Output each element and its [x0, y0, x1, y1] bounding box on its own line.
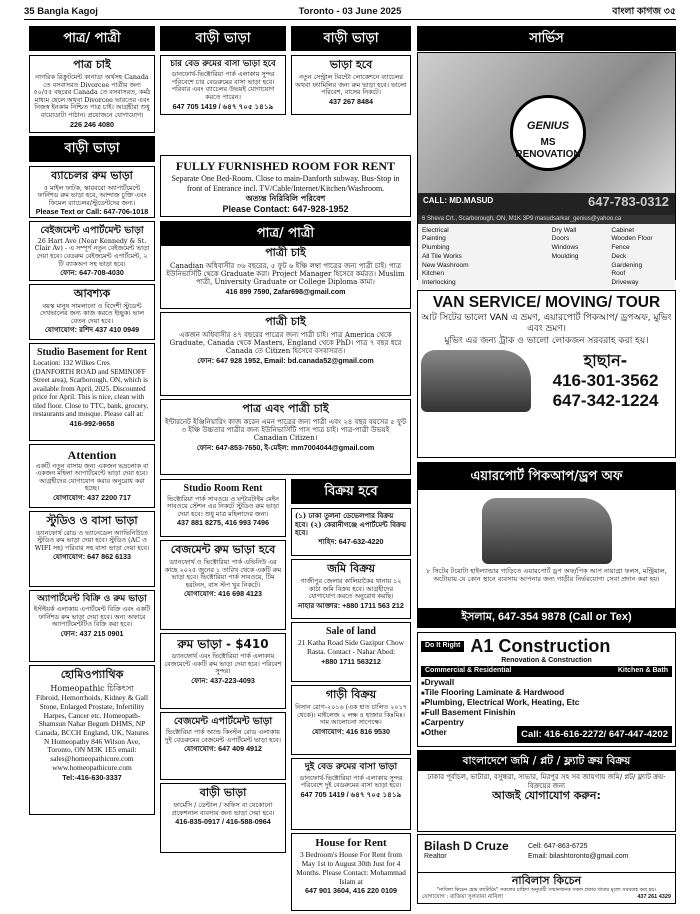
- ad-house-for-rent: [291, 833, 411, 911]
- ad-title: জমি বিক্রয়: [327, 562, 375, 576]
- realtor-cell: Cell: 647-863-6725: [528, 843, 588, 850]
- ad-attention: [29, 444, 155, 508]
- brand-name: A1 Construction: [470, 636, 611, 656]
- ad-basement-apartment: [29, 221, 155, 281]
- column-1: [29, 26, 155, 818]
- category-strip: Commercial & Residential Kitchen & Bath: [421, 666, 672, 676]
- van-photo: [421, 350, 531, 412]
- service-item: Roof: [611, 270, 626, 278]
- ad-phone: ইসলাম, 647-354 9878 (Call or Tex): [418, 608, 675, 627]
- service-item: Driveway: [611, 279, 639, 287]
- ad-phone: যোগাযোগ: 647 862 6133: [52, 552, 132, 562]
- service-item: Wooden Floor: [611, 235, 653, 243]
- ad-title: VAN SERVICE/ MOVING/ TOUR: [432, 294, 661, 311]
- service-item: All Tile Works: [422, 252, 462, 260]
- ad-phone: 437 261 4329: [637, 893, 671, 900]
- ad-basement-apartment-2: [160, 712, 286, 780]
- address-line: 6 Sheva Crt., Scarborough, ON, M1K 3P9 masudsarkar_genius@yahoo.ca: [418, 215, 675, 224]
- ad-body: নতুন সেন্ট্রাল টরন্টো লোকেশনে ব্যাচেলর অথবা ফ্যামিলির জন্য রুম ভাড়া হবে। ভালো পরিবেশ, বাসের নিকটে।: [295, 73, 407, 97]
- service-item: Moulding: [551, 252, 579, 260]
- service-item: Kitchen: [422, 270, 444, 278]
- ad-body: ভিক্টোরিয়া পার্ক সাবওয়ে ও ঘন্টারটাইম মেইন সাবওয়ে স্টেশন এর নিকটে স্টুডিও রুম ভাড়া দেয়া হবে। শুধু মাত্র মহিলাদের জন্য।: [167, 494, 279, 518]
- column-3-lower: [291, 479, 411, 914]
- ad-patri-chai-2: [160, 312, 411, 396]
- ad-car-sale: [291, 685, 411, 755]
- ad-phone: যোগাযোগ: 647 409 4912: [183, 744, 263, 754]
- ad-line-1: আট সিটের ভালো VAN এ ভ্রমণ, এয়ারপোর্ট পিকআপ/ ড্রপঅফ, মুভিং এবং ভ্রমণ।: [421, 313, 672, 334]
- service-item: Electrical: [422, 226, 449, 234]
- ad-sale-dhaka: [291, 508, 411, 556]
- ad-title: House for Rent: [315, 837, 387, 850]
- realtor-role: Realtor: [424, 853, 447, 861]
- service-item: ■ Other: [421, 728, 672, 738]
- ad-phone: যোগাযোগ: 416 816 9530: [311, 726, 391, 736]
- service-item: ■ Plumbing, Electrical Work, Heating, Etc: [421, 698, 672, 708]
- ad-body: 21 Katha Road Side Gazipur Chow Rasta. Contact - Nahar Abed:: [297, 638, 405, 656]
- ad-body: ইন্টারনেট ইঞ্জিনিয়ারিং কাজ করেন এমন পাত্রের জন্য পাত্রী এবং ২৪ বছর বয়সের ৫ ফুট ৩ ইঞ্চি উচ্চতার পাত্রীর জন্য ইউনিভার্সিটি পাস পাত্র চাই। পাত্র-পাত্রী উভয়ই Canadian Citizen।: [165, 417, 406, 443]
- ad-title: দুই বেড রুমের বাসা ভাড়া: [304, 762, 398, 773]
- ad-body: ড্যানফোর্থ এবং ভিক্টোরিয়া পার্ক এলাকায় বেজমেন্টে একটি রুম ভাড়া দেয়া হবে। পরিবেশ সুন্দর।: [164, 652, 282, 676]
- service-item: Dry Wall: [551, 226, 577, 234]
- category-header-patro-patri: পাত্র/ পাত্রী: [29, 26, 155, 51]
- suv-photo: [482, 498, 612, 564]
- ad-two-bed: [291, 758, 411, 830]
- ad-title: Studio Basement for Rent: [36, 346, 148, 358]
- realtor-name: Bilash D Cruze: [424, 839, 509, 853]
- ad-title: FULLY FURNISHED ROOM FOR RENT: [175, 159, 396, 173]
- call-numbers: Call: 416-616-2272/ 647-447-4202: [517, 726, 672, 743]
- ad-studio-basement: [29, 343, 155, 441]
- ad-title: পাত্র এবং পাত্রী চাই: [242, 402, 329, 415]
- ad-title: পাত্রী চাই: [265, 246, 306, 259]
- ad-body: ৫ মাইল ফাটক, স্কারবরো অ্যাপার্টমেন্টে ফার্নিশড রুম ভাড়া হবে, আন্দাজ চুক্তি এবং ফিমেল ব্যাচেলর/স্টুডেন্টদের জন্য।: [37, 183, 147, 207]
- renovation-photo: [418, 53, 675, 193]
- ad-title: চার বেড রুমের বাসা ভাড়া হবে: [170, 59, 276, 70]
- ad-van-service: [417, 290, 676, 458]
- ad-title: পাত্রী চাই: [265, 315, 306, 328]
- ad-ms-renovation: [417, 52, 676, 287]
- column-2-lower: [160, 479, 286, 856]
- ad-phone: Please Text or Call: 647-706-1018: [35, 207, 149, 217]
- phone-2: 647-342-1224: [552, 390, 659, 410]
- ad-patro-patri-chai: [160, 399, 411, 475]
- ad-contact: যোগাযোগ : রাজিয়া সুলতানা নাবিলা: [422, 893, 504, 900]
- ad-phone: ফোন: 437-223-4093: [191, 675, 255, 685]
- service-item: Windows: [551, 244, 579, 252]
- category-header-bikroy: বিক্রয় হবে: [291, 479, 411, 504]
- ad-phone: 416-992-9658: [69, 418, 115, 428]
- ad-note: অত্যন্ত নিরিবিলি পরিবেশ: [245, 193, 326, 204]
- ad-four-bed: [160, 55, 286, 115]
- ad-title: Attention: [67, 447, 117, 462]
- ad-title: বাড়ী ভাড়া: [199, 786, 247, 799]
- call-bar: [418, 193, 675, 215]
- ad-body: ড্যানফোর্থ ও ভিক্টোরিয়া পার্ক এভিনিউ এর কাছে ২০২৫ জুনের ১ তারিখ থেকে একটি রুম ভাড়া হবে। ভিক্টোরিয়া পার্ক সাবওয়ে, টিম হরটনস, বাস স্টপ খুব নিকটে।: [164, 557, 282, 589]
- ad-title: এয়ারপোর্ট পিকআপ/ড্রপ অফ: [418, 463, 675, 490]
- subtitle: Renovation & Construction: [501, 657, 592, 665]
- ad-nabilas-kitchen: [417, 872, 676, 904]
- runner-left: 35 Bangla Kagoj: [24, 6, 98, 17]
- runner-center: Toronto - 03 June 2025: [298, 6, 402, 17]
- ad-phone: 416-835-0917 / 416-588-0964: [175, 817, 271, 827]
- ad-title: অ্যাপার্টমেন্ট বিক্রি ও রুম ভাড়া: [37, 593, 147, 604]
- category-header-services: সার্ভিস: [417, 26, 676, 51]
- ad-phone: 437 881 8275, 416 993 7496: [177, 518, 269, 528]
- call-label: CALL: MD.MASUD: [423, 196, 494, 205]
- service-item: ■ Drywall: [421, 678, 672, 688]
- ad-phone: ফোন: 647-853-7650, ই-মেইল: mm7004044@gmail.com: [196, 442, 375, 452]
- ad-title: ভাড়া হবে: [329, 58, 373, 72]
- ad-body: একজন অধিবাসীর ৪৭ বছরের পাত্রের জন্য পাত্রী চাই। পাত্র America থেকে Graduate, Canada থেকে Masters, England থেকে PhD। পাত্র ৭ বছর ধরে Canada তে Citizen হিসেবে বসবাসরত।: [169, 330, 402, 356]
- category-header-patro-patri-2: পাত্র/ পাত্রী: [160, 221, 411, 246]
- ad-bachelor-room: [29, 166, 155, 218]
- ad-phone: Tel:-416-630-3337: [62, 772, 122, 782]
- service-item: Cabinet: [611, 226, 635, 234]
- ad-body: Canadian অধিবাসীর ৩৬ বছরের, ৫ ফুট ৬ ইঞ্চি লম্বা পাত্রের জন্য পাত্রী চাই। পাত্র ইউনিভার্সিটি থেকে Graduate করা। Project Manager হিসেবে কর্মরত। Muslim পাত্রী, University Graduate or College Diploma কাম্য।: [166, 261, 405, 287]
- category-header-bari-vara: বাড়ী ভাড়া: [29, 136, 155, 161]
- ad-phone: 226 246 4080: [70, 119, 114, 129]
- ad-title: বেইজমেন্ট এপার্টমেন্ট ভাড়া: [40, 224, 144, 236]
- ad-phone: +880 1711 563212: [321, 656, 381, 666]
- ad-body: "নাবিলা কিচেন হোম ক্যাটারিং" সকলের চাহিদা অনুযায়ী সম্মানজনক সকল প্রকার খাবার মূল্যে সরবরাহ করা হয়।: [436, 886, 657, 893]
- service-item: Deck: [611, 252, 627, 260]
- ad-patro-chai: [29, 55, 155, 133]
- ad-basement-room: [160, 540, 286, 630]
- ad-phone: 416 899 7590, Zafar698@gmail.com: [225, 286, 346, 296]
- genius-logo: GENIUS MS RENOVATION: [510, 95, 586, 171]
- service-item: Plumbing: [422, 244, 450, 252]
- service-item: ■ Tile Flooring Laminate & Hardwood: [421, 688, 672, 698]
- ad-subtitle: Homeopathic চিকিৎসা: [50, 683, 134, 693]
- ad-body: গাজীপুর জেলার কালিয়াকৈর থানায় ১২ কাঠা জমি বিক্রয় হবে। আগ্রহীদের যোগাযোগ করতে অনুরোধ করছি।: [300, 577, 402, 601]
- runner-right: বাংলা কাগজ ৩৫: [612, 6, 676, 17]
- ad-phone: যোগাযোগ: 416 698 4123: [183, 589, 263, 599]
- ad-phone: ফোন: 437 215 0901: [60, 628, 124, 638]
- ad-title: Sale of land: [325, 626, 376, 638]
- ad-body: 3 Bedroom's House For Rent from May 1st to August 30th Just for 4 Months. Please Contact: Mohammad Islam at: [296, 850, 406, 886]
- ad-title: গাড়ী বিক্রয়: [325, 688, 377, 702]
- page-runner: [24, 6, 676, 20]
- service-item: Doors: [551, 235, 570, 243]
- category-header-bari-vara-3: বাড়ী ভাড়া: [291, 26, 411, 51]
- ad-phone: Please Contact: 647-928-1952: [222, 204, 349, 215]
- ad-land-sale-bn: [291, 559, 411, 619]
- column-3-top: [291, 26, 411, 118]
- ad-body: নাগরিক রিক্রুটমেন্ট কানাডা অর্থসহ Canada তে বসবাসরত Divorcee পাত্রীর জন্য ৫০/৫৫ বছরের Canada তে বসবাসরত, কর্মঠ মাধ্যম ছেলে অথবা Divorcee ভারতের এবং নিজস্ব ইনকাম নিশ্চিত পাত্র চাই। আগ্রহীরা শুধু বায়োডাটা পাঠান। প্রযোজনে যোগাযোগ।: [33, 73, 151, 120]
- ad-body: ভিক্টোরিয়া পার্ক অ্যান্ড কিংস্টন রোড এলাকায় দুই বেডরুমের বেজমেন্ট এপার্টমেন্ট ভাড়া হবে।: [165, 728, 281, 744]
- ad-body: Fibroid, Hemorrhoids, Kidney & Gall Stone, Enlarged Prostate, Infertility Harpes, Cancer etc. Homeopath- Shamsun Nahar Begum DHMS, NP Canada, BCCH England, UK, Natures N Homeopathy 846 Wilson Ave, Toronto, ON M3K 1E5 email: sales@homeopathicure.com www.homeopathicure.com: [35, 693, 149, 772]
- ad-sale-of-land: [291, 622, 411, 682]
- ad-airport-pickup: [417, 462, 676, 628]
- ad-body: Separate One Bed-Room. Close to main-Danforth subway. Bus-Stop in front of Entrance incl. TV/Cable/Internet/Kitchen/Washroom.: [171, 174, 400, 193]
- ad-title: হোমিওপ্যাথিক: [60, 667, 124, 681]
- ad-vara-hobe: [291, 55, 411, 115]
- ad-apartment-sale-room: [29, 590, 155, 662]
- ad-title: নাবিলাস কিচেন: [511, 874, 582, 887]
- ad-body: ড্যানফোর্থ রোড ও ভ্যানেডেল অ্যাভিনিউতে স্টুডিও রুম ভাড়া দেয়া হবে। স্টুডিও (AC ও WIFI সহ) পরিবার সহ বাসা ভাড়া দেয়া হবে।: [34, 528, 150, 552]
- ad-abosshok: [29, 284, 155, 340]
- ad-phone: 647 705 1419 / ৬৪৭ ৭০৫ ১৪১৯: [172, 101, 274, 111]
- ad-body: বয়স্ক মানুষ সামলানো ও বিদেশী স্টুডেন্ট দেখভালের জন্য কাজ করতে ইচ্ছুক। ভাল বেতন দেয়া হবে।: [39, 301, 145, 325]
- ad-bangladesh-land: [417, 750, 676, 832]
- service-item: Painting: [422, 235, 446, 243]
- call-phone: 647-783-0312: [588, 194, 669, 209]
- ad-title: ব্যাচেলর রুম ভাড়া: [51, 168, 133, 182]
- ad-line-2: মুভিং এর জন্য ট্রাক ও ভালো লোকজন সরবরাহ করা হয়।: [444, 335, 649, 346]
- service-list: [418, 224, 675, 289]
- ad-body: নিসান রোগ-২০১৬ (এক হাত চালিত ২০১৭ থেকে)। মাইলেজ ২ লক্ষ ৪ হাজার কিঃমিঃ। দাম আলোচনা সাপেক্ষে।: [295, 703, 407, 727]
- ad-title: বেজমেন্ট রুম ভাড়া হবে: [170, 543, 276, 556]
- ad-body: (১) ঢাকা তুলনা ডেভেলপার বিক্রয় হবে। (২) কেরানীগঞ্জে এপার্টমেন্ট বিক্রয় হবে।: [295, 511, 406, 537]
- ad-body: ডানফোর্থ-ভিক্টোরিয়া পার্ক এলাকায় সুন্দর পরিবেশে চার বেডরুমের বাসা ভাড়া হবে। পরিবার এবং ব্যাচেলর উভয়ই যোগাযোগ করতে পারেন।: [171, 70, 275, 101]
- ad-title: রুম ভাড়া - $410: [177, 637, 269, 651]
- ad-homeopathic: [29, 665, 155, 815]
- ad-phone: 647 705 1419 / ৬৪৭ ৭০৫ ১৪১৯: [300, 790, 402, 800]
- ad-furnished-room: [160, 155, 411, 217]
- service-item: ■ Carpentry: [421, 718, 672, 728]
- ad-title: আবশ্যক: [73, 286, 111, 300]
- ad-body: একটি নতুন বাসায় জন্য একজন ভদ্রলোক বা একজন মহিলা আপার্টমেন্টে ভাড়া দেয়া হবে। আগ্রহীদের যোগাযোগ করার অনুরোধ করা হচ্ছে।: [35, 461, 149, 493]
- realtor-email: Email: bilashtoronto@gmail.com: [528, 853, 629, 860]
- ad-body: ফার্মেসি / ডেন্টাল / অফিস বা যেকোনো প্রফেশনাল ব্যবসার জন্য ভাড়া দেয়া হবে।: [171, 800, 275, 817]
- ad-bilash-realtor: [417, 834, 676, 872]
- ad-body: 26 Hart Ave (Near Kennedy & St. Clair Av) - এ সম্পূর্ণ নতুন বেইজমেন্ট ভাড়া দেয়া হবে। বেডরুম বেইজমেন্ট এপার্টমেন্ট, ২ টি ব্যাকঅপ সহ ভাড়া হবে।: [34, 236, 150, 268]
- ad-phone: 437 267 8484: [329, 96, 373, 106]
- service-item: ■ Full Basement Finishin: [421, 708, 672, 718]
- ad-phone: যোগাযোগ: রশিদ 437 410 0949: [44, 325, 140, 335]
- ad-title: স্টুডিও ও বাসা ভাড়া: [46, 513, 138, 527]
- ad-room-410: [160, 633, 286, 709]
- ad-phone: যোগাযোগ: 437 2200 717: [52, 493, 132, 502]
- phone-1: 416-301-3562: [552, 370, 659, 390]
- ad-phone: শাহিদ: 647-632-4220: [318, 537, 384, 547]
- ad-title: পাত্র চাই: [73, 58, 111, 72]
- ad-title: বাংলাদেশে জমি / প্লট / ফ্ল্যাট ক্রয় বিক্রয়: [418, 751, 675, 771]
- column-2-top: [160, 26, 286, 118]
- category-header-bari-vara-2: বাড়ী ভাড়া: [160, 26, 286, 51]
- ad-body: ইস্টইয়র্ক এলাকায় এপার্টমেন্ট বিক্রি এবং একটি ফার্নিশড রুম ভাড়া দেয়া হবে। অন্য অফারে অ্যাপার্টমেন্টটিও বিক্রি করা হবে।: [33, 605, 151, 629]
- ad-studio-basa: [29, 511, 155, 587]
- ad-studio-room-rent: [160, 479, 286, 537]
- ad-body: Location: 132 Wilkes Cres (DANFORTH ROAD and SEMINOFF Street area), Scarborough, ON, which is available from April, 2025. Discounted price for April. This is nice, clean with tiled floor. Close to TTC, bank, grocery, restaurants and mosque. Please call at:: [33, 359, 149, 419]
- service-item: New Washroom: [422, 261, 469, 269]
- contact-name: হাছান-: [583, 350, 628, 370]
- service-item: Fence: [611, 244, 630, 252]
- service-item: Interlocking: [422, 279, 456, 287]
- ad-body: ঢাকার পূর্বাচল, ভাটারা, বসুন্ধরা, সাভার, মিরপুর সহ সব জায়গায় জমি/ প্লট/ ফ্ল্যাট ক্রয়-বিক্রয়ের জন্য: [427, 773, 666, 790]
- ad-phone: নাহার আক্তার: +880 1711 563 212: [298, 600, 404, 610]
- ad-body: ৮ সিটের টয়োটা হাইল্যান্ডার গাড়িতে এয়ারপোর্ট ড্রপ অফ/পিক আপ নায়াগ্রা ফলস, মন্ট্রিয়াল, অটোয়ায় যে কোন স্থানে ব্যবসায় আপনার জন্য গাড়ীর নির্ভরযোগ্য সেবা প্রদান করা হয়।: [426, 567, 667, 584]
- ad-cta: আজই যোগাযোগ করুন:: [492, 788, 601, 802]
- ad-a1-construction: [417, 632, 676, 747]
- service-item: Gardening: [611, 261, 643, 269]
- ad-phone: ফোন: 647-708-4030: [60, 268, 124, 278]
- ad-title: বেজমেন্ট এপার্টমেন্ট ভাড়া: [173, 716, 273, 727]
- ad-body: ডানফোর্থ-ভিক্টোরিয়া পার্ক এলাকায় সুন্দর পরিবেশে দুই বেডরুমের বাসা ভাড়া হবে।: [299, 773, 403, 790]
- ad-bari-vara: [160, 783, 286, 853]
- ad-title: Studio Room Rent: [183, 483, 263, 494]
- ad-phone: ফোন: 647 928 1952, Email: bd.canada52@gmail.com: [197, 355, 374, 365]
- ad-phone: 647 901 3604, 416 220 0109: [305, 886, 397, 896]
- genius-small-brand: [482, 235, 552, 244]
- genius-small-logo: [482, 226, 552, 235]
- tagline: Do It Right: [421, 641, 464, 651]
- ad-patri-chai-1: [160, 243, 411, 309]
- column-4: [417, 26, 676, 55]
